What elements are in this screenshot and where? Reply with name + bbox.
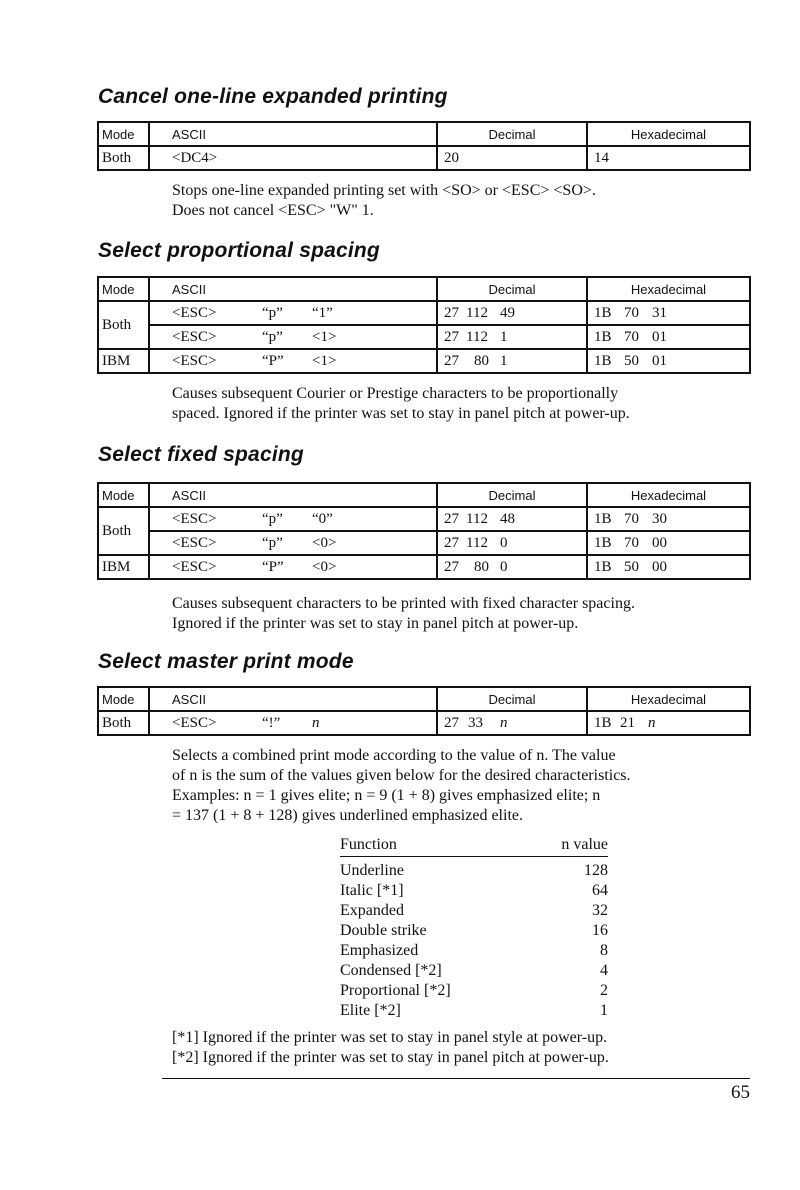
value-column-header: n value [561, 836, 608, 853]
hex-cell: 1B 70 00 [587, 531, 750, 555]
list-item: Italic [*1] 64 [340, 882, 608, 899]
ascii-cell: <ESC> “P” <1> [149, 349, 437, 373]
function-table-header [340, 835, 608, 857]
list-item: Expanded 32 [340, 902, 608, 919]
mode-cell: Both [98, 507, 149, 555]
hex-cell: 14 [587, 146, 750, 170]
section-title-master-print-mode: Select master print mode [98, 650, 354, 673]
description-line: Examples: n = 1 gives elite; n = 9 (1 + 8) gives emphasized elite; n [172, 787, 601, 804]
list-item: Emphasized 8 [340, 942, 608, 959]
decimal-cell: 27 112 49 [437, 301, 587, 325]
footnotes [172, 1028, 752, 1068]
footnote-2: [*2] Ignored if the printer was set to stay in panel pitch at power-up. [172, 1049, 609, 1066]
hex-cell: 1B 21 n [587, 711, 750, 735]
decimal-cell: 27 112 48 [437, 507, 587, 531]
command-table-fixed [97, 482, 751, 580]
header-ascii: ASCII [149, 687, 437, 711]
section-title-fixed: Select fixed spacing [98, 443, 304, 466]
header-mode: Mode [98, 687, 149, 711]
description-line: Selects a combined print mode according to the value of n. The value [172, 747, 616, 764]
hex-cell: 1B 70 01 [587, 325, 750, 349]
description-line: spaced. Ignored if the printer was set to stay in panel pitch at power-up. [172, 405, 630, 422]
function-value-table [340, 835, 608, 1021]
header-mode: Mode [98, 483, 149, 507]
footnote-1: [*1] Ignored if the printer was set to stay in panel style at power-up. [172, 1029, 608, 1046]
table-row [98, 711, 750, 735]
description-line: Stops one-line expanded printing set with <SO> or <ESC> <SO>. [172, 182, 596, 199]
list-item: Underline 128 [340, 862, 608, 879]
decimal-cell: 20 [437, 146, 587, 170]
ascii-cell: <ESC> “P” <0> [149, 555, 437, 579]
list-item: Elite [*2] 1 [340, 1002, 608, 1019]
list-item: Proportional [*2] 2 [340, 982, 608, 999]
description-master-print-mode [172, 746, 752, 826]
ascii-cell: <DC4> [149, 146, 437, 170]
header-mode: Mode [98, 122, 149, 146]
header-ascii: ASCII [149, 122, 437, 146]
ascii-cell: <ESC> “p” “0” [149, 507, 437, 531]
hex-cell: 1B 70 31 [587, 301, 750, 325]
decimal-cell: 27 80 0 [437, 555, 587, 579]
header-decimal: Decimal [437, 687, 587, 711]
decimal-cell: 27 112 0 [437, 531, 587, 555]
hex-cell: 1B 70 30 [587, 507, 750, 531]
header-hex: Hexadecimal [587, 483, 750, 507]
mode-cell: Both [98, 711, 149, 735]
list-item: Condensed [*2] 4 [340, 962, 608, 979]
command-table-cancel-expanded [97, 121, 751, 171]
table-row [98, 531, 750, 555]
header-hex: Hexadecimal [587, 687, 750, 711]
decimal-cell: 27 80 1 [437, 349, 587, 373]
description-line: Does not cancel <ESC> "W" 1. [172, 202, 374, 219]
description-line: Causes subsequent characters to be printed with fixed character spacing. [172, 595, 635, 612]
mode-cell: Both [98, 301, 149, 349]
header-mode: Mode [98, 277, 149, 301]
table-header-row [98, 277, 750, 301]
table-header-row [98, 122, 750, 146]
description-line: of n is the sum of the values given below for the desired characteristics. [172, 767, 631, 784]
header-ascii: ASCII [149, 277, 437, 301]
description-cancel-expanded [172, 181, 752, 221]
header-decimal: Decimal [437, 122, 587, 146]
ascii-cell: <ESC> “p” <0> [149, 531, 437, 555]
ascii-cell: <ESC> “p” “1” [149, 301, 437, 325]
page-number: 65 [731, 1082, 750, 1103]
header-decimal: Decimal [437, 277, 587, 301]
command-table-proportional [97, 276, 751, 374]
header-ascii: ASCII [149, 483, 437, 507]
table-row [98, 555, 750, 579]
hex-cell: 1B 50 01 [587, 349, 750, 373]
table-header-row [98, 483, 750, 507]
function-column-header: Function [340, 836, 397, 853]
description-proportional [172, 384, 752, 424]
decimal-cell: 27 33 n [437, 711, 587, 735]
header-decimal: Decimal [437, 483, 587, 507]
header-hex: Hexadecimal [587, 277, 750, 301]
hex-cell: 1B 50 00 [587, 555, 750, 579]
description-line: Ignored if the printer was set to stay in panel pitch at power-up. [172, 615, 579, 632]
table-row [98, 507, 750, 531]
mode-cell: IBM [98, 349, 149, 373]
table-row [98, 349, 750, 373]
section-title-proportional: Select proportional spacing [98, 239, 380, 262]
ascii-cell: <ESC> “p” <1> [149, 325, 437, 349]
decimal-cell: 27 112 1 [437, 325, 587, 349]
header-hex: Hexadecimal [587, 122, 750, 146]
list-item: Double strike 16 [340, 922, 608, 939]
section-title-cancel-expanded: Cancel one-line expanded printing [98, 85, 448, 108]
ascii-cell: <ESC> “!” n [149, 711, 437, 735]
table-row [98, 325, 750, 349]
command-table-master-print-mode [97, 686, 751, 736]
description-line: = 137 (1 + 8 + 128) gives underlined emphasized elite. [172, 807, 523, 824]
mode-cell: Both [98, 146, 149, 170]
table-header-row [98, 687, 750, 711]
mode-cell: IBM [98, 555, 149, 579]
table-row [98, 146, 750, 170]
footer-divider [162, 1078, 750, 1079]
table-row [98, 301, 750, 325]
description-fixed [172, 594, 752, 634]
description-line: Causes subsequent Courier or Prestige characters to be proportionally [172, 385, 619, 402]
